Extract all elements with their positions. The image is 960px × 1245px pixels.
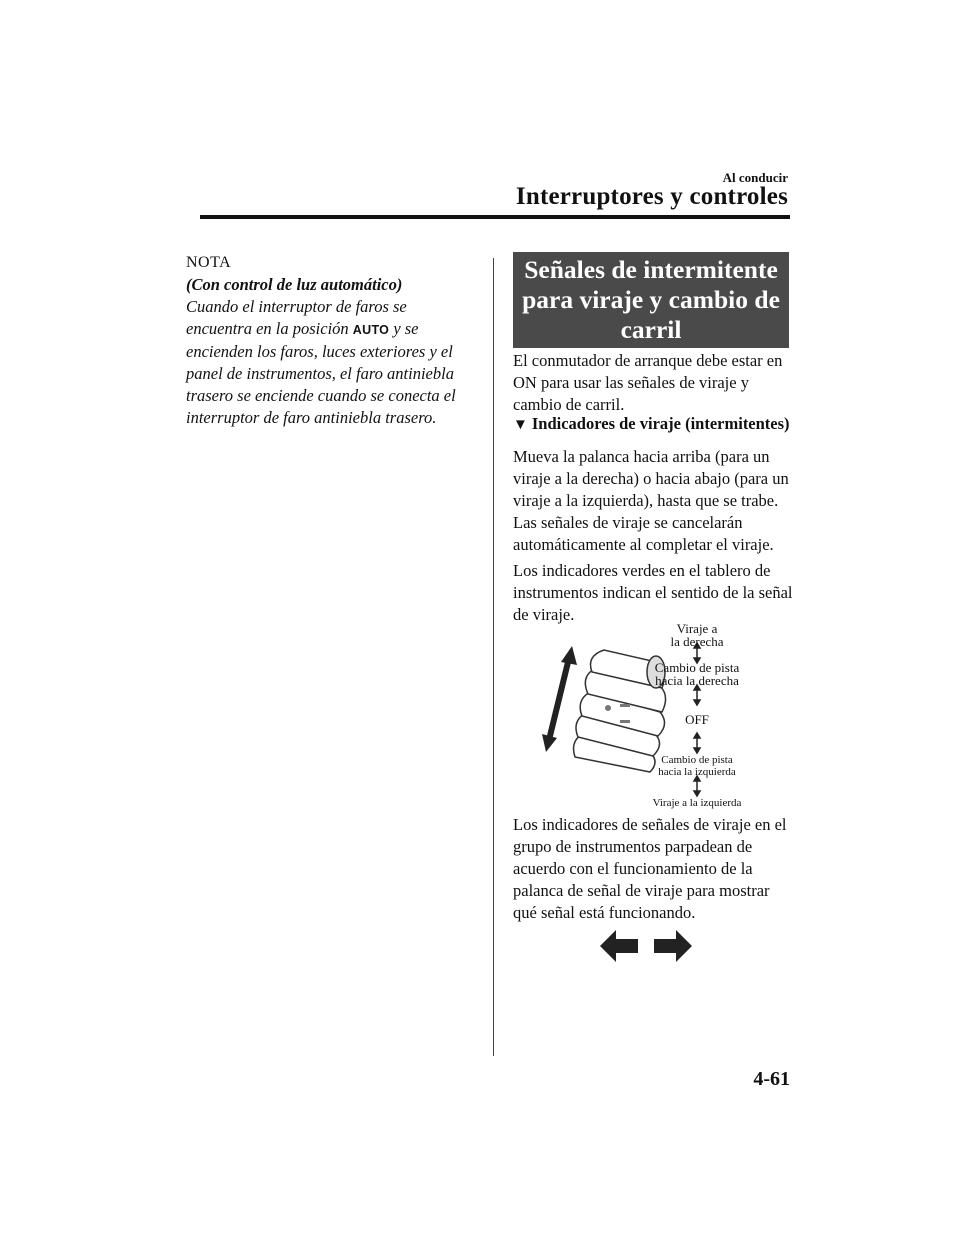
header-rule [200, 215, 790, 219]
section-header: Al conducir [722, 170, 788, 185]
right-turn-arrow-icon [654, 930, 692, 962]
label-lane-right-line1: Cambio de pista [654, 660, 740, 675]
label-lane-right-line2: hacia la derecha [655, 673, 739, 688]
label-turn-right-line2: la derecha [670, 634, 724, 649]
turn-signal-lever-icon [520, 612, 790, 812]
turn-indicator-icons [600, 930, 692, 962]
subheading [513, 414, 790, 434]
turn-signal-diagram [520, 612, 790, 812]
label-lane-left [647, 754, 747, 778]
note-body-start: Cuando el interruptor de faros se encuentra en la posición [186, 297, 407, 338]
triangle-marker-icon: ▼ [513, 417, 528, 433]
column-divider [493, 258, 494, 1056]
label-lane-left-line2: hacia la izquierda [658, 766, 736, 778]
label-lane-right [647, 661, 747, 687]
label-turn-right-line1: Viraje a [676, 621, 718, 636]
section-title: Señales de intermitente para viraje y cambio de carril [522, 255, 780, 344]
intro-paragraph: El conmutador de arranque debe estar en ON para usar las señales de viraje y cambio de carril. [513, 351, 783, 414]
page-title: Interruptores y controles [515, 183, 788, 210]
double-arrow-icon [542, 646, 577, 752]
note-subtitle: (Con control de luz automático) [186, 275, 403, 294]
label-off: OFF [685, 712, 709, 727]
auto-position-icon: AUTO [352, 323, 390, 337]
note-body-end: y se encienden los faros, luces exteriores y el panel de instrumentos, el faro antiniebla trasero se enciende cuando se conecta el interruptor de faro antiniebla trasero. [186, 319, 456, 427]
label-turn-left: Viraje a la izquierda [652, 797, 742, 809]
label-lane-left-line1: Cambio de pista [661, 754, 733, 766]
note-label: NOTA [186, 254, 232, 271]
subheading-text: Indicadores de viraje (intermitentes) [531, 414, 790, 433]
cluster-indicator-paragraph: Los indicadores de señales de viraje en el grupo de instrumentos parpadean de acuerdo con el funcionamiento de la palanca de señal de viraje para mostrar qué señal está funcionando. [513, 815, 787, 922]
section-banner [513, 252, 789, 348]
lever-paragraph: Mueva la palanca hacia arriba (para un viraje a la derecha) o hacia abajo (para un viraje a la izquierda), hasta que se trabe. Las señales de viraje se cancelarán automáticamente al completar el viraje. [513, 447, 789, 554]
note-block [186, 252, 476, 429]
left-turn-arrow-icon [600, 930, 638, 962]
turn-indicators [600, 930, 692, 962]
label-turn-right [662, 622, 732, 648]
note-body [186, 296, 476, 429]
green-indicator-paragraph: Los indicadores verdes en el tablero de instrumentos indican el sentido de la señal de viraje. [513, 561, 793, 624]
page-number: 4-61 [753, 1068, 790, 1090]
